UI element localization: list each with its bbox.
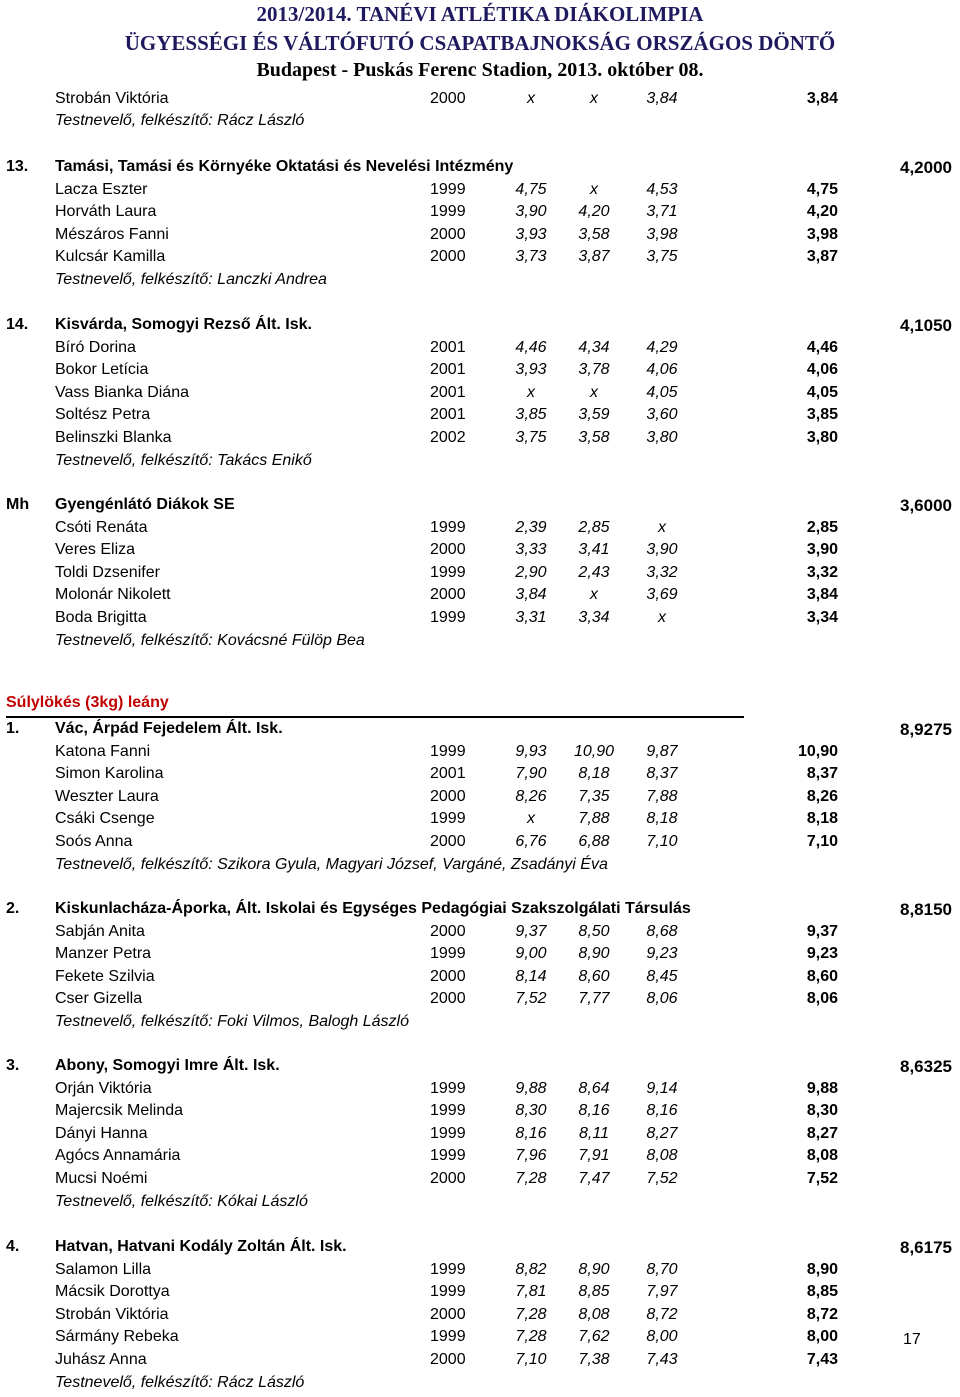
- coach-line: [0, 271, 960, 293]
- athlete-row: [0, 339, 960, 361]
- athlete-year: 2000: [430, 1170, 466, 1187]
- attempt-3: 4,29: [646, 338, 678, 356]
- athlete-row: [0, 833, 960, 855]
- team-school: Vác, Árpád Fejedelem Ált. Isk.: [55, 720, 283, 737]
- attempt-1: 9,88: [515, 1079, 547, 1097]
- athlete-year: 2001: [430, 383, 466, 401]
- attempt-2: 6,88: [578, 833, 610, 850]
- best-result: 8,90: [806, 1260, 838, 1278]
- attempt-3: 9,87: [646, 742, 678, 760]
- coach-text: Testnevelő, felkészítő: Szikora Gyula, Magyari József, Vargáné, Zsadányi Éva: [55, 855, 608, 873]
- attempt-1: 7,52: [515, 990, 547, 1008]
- athlete-row: [0, 609, 960, 631]
- team-school: Kiskunlacháza-Áporka, Ált. Iskolai és Egységes Pedagógiai Szakszolgálati Társulás: [55, 900, 691, 917]
- best-result: 7,43: [806, 1351, 838, 1368]
- athlete-row: [0, 361, 960, 383]
- athlete-year: 2002: [430, 429, 466, 446]
- athlete-name: Katona Fanni: [55, 742, 151, 760]
- attempt-3: 8,06: [646, 990, 678, 1008]
- athlete-row: [0, 181, 960, 203]
- attempt-3: 9,14: [646, 1079, 678, 1097]
- athlete-year: 1999: [430, 563, 466, 581]
- athlete-name: Vass Bianka Diána: [55, 383, 189, 401]
- coach-text: Testnevelő, felkészítő: Rácz László: [55, 112, 305, 129]
- athlete-year: 2000: [430, 967, 466, 985]
- athlete-name: Bokor Letícia: [55, 361, 149, 379]
- best-result: 8,30: [806, 1102, 838, 1120]
- athlete-year: 1999: [430, 1147, 466, 1165]
- athlete-row: [0, 1125, 960, 1147]
- best-result: 3,90: [806, 541, 838, 559]
- attempt-2: 7,38: [578, 1351, 610, 1368]
- attempt-3: 3,84: [646, 90, 678, 107]
- event-title-underline: [6, 716, 744, 718]
- attempt-2: 3,41: [578, 541, 610, 559]
- athlete-name: Dányi Hanna: [55, 1124, 148, 1142]
- athlete-year: 2000: [430, 1305, 466, 1323]
- best-result: 8,18: [806, 810, 838, 828]
- attempt-2: 3,87: [578, 248, 610, 266]
- athlete-row: [0, 1170, 960, 1192]
- attempt-3: 3,60: [646, 406, 678, 424]
- best-result: 8,37: [806, 765, 838, 783]
- attempt-3: 3,71: [646, 203, 678, 221]
- attempt-1: 2,90: [515, 563, 547, 581]
- coach-text: Testnevelő, felkészítő: Foki Vilmos, Balogh László: [55, 1013, 409, 1030]
- best-result: 8,06: [806, 990, 838, 1008]
- athlete-row: [0, 519, 960, 541]
- athlete-name: Boda Brigitta: [55, 609, 147, 626]
- athlete-year: 1999: [430, 810, 466, 828]
- attempt-3: 8,68: [646, 922, 678, 940]
- team-rank: 14.: [6, 316, 29, 333]
- attempt-2: 7,77: [578, 990, 610, 1008]
- attempt-1: 3,90: [515, 203, 547, 221]
- coach-text: Testnevelő, felkészítő: Lanczki Andrea: [55, 271, 327, 288]
- attempt-1: 3,73: [515, 248, 547, 266]
- attempt-3: 3,32: [646, 563, 678, 581]
- athlete-name: Soltész Petra: [55, 406, 151, 424]
- athlete-year: 1999: [430, 1102, 466, 1120]
- attempt-3: 4,53: [646, 180, 678, 198]
- attempt-1: 4,75: [515, 180, 547, 198]
- athlete-year: 1999: [430, 203, 466, 221]
- athlete-row: [0, 203, 960, 225]
- athlete-year: 2000: [430, 1351, 466, 1368]
- best-result: 3,32: [806, 563, 838, 581]
- athlete-row: [0, 1328, 960, 1350]
- best-result: 9,23: [806, 945, 838, 963]
- attempt-1: 7,28: [515, 1328, 547, 1346]
- attempt-1: 8,30: [515, 1102, 547, 1120]
- athlete-row: [0, 945, 960, 967]
- attempt-1: 7,81: [515, 1283, 547, 1301]
- best-result: 9,88: [806, 1079, 838, 1097]
- best-result: 4,75: [806, 180, 838, 198]
- athlete-year: 1999: [430, 945, 466, 963]
- coach-line: [0, 632, 960, 654]
- attempt-2: 8,90: [578, 945, 610, 963]
- team-rank: 2.: [6, 900, 20, 917]
- best-result: 2,85: [806, 518, 838, 536]
- best-result: 8,60: [806, 967, 838, 985]
- athlete-row: [0, 1306, 960, 1328]
- attempt-3: 7,97: [646, 1283, 678, 1301]
- attempt-2: 3,34: [578, 609, 610, 626]
- coach-text: Testnevelő, felkészítő: Takács Enikő: [55, 451, 312, 469]
- page-number: 17: [903, 1331, 921, 1348]
- athlete-name: Molonár Nikolett: [55, 586, 171, 604]
- attempt-2: 3,58: [578, 429, 610, 446]
- athlete-name: Salamon Lilla: [55, 1260, 152, 1278]
- team-rank: Mh: [6, 496, 30, 513]
- event-title: Súlylökés (3kg) leány: [6, 694, 169, 711]
- attempt-3: 8,08: [646, 1147, 678, 1165]
- attempt-1: 7,28: [515, 1170, 547, 1187]
- athlete-name: Bíró Dorina: [55, 338, 136, 356]
- athlete-row: [0, 743, 960, 765]
- attempt-3: 3,69: [646, 586, 678, 604]
- attempt-3: 8,45: [646, 967, 678, 985]
- header-venue: Budapest - Puskás Ferenc Stadion, 2013. október 08.: [256, 59, 704, 81]
- athlete-row: [0, 1283, 960, 1305]
- athlete-row: [0, 1351, 960, 1373]
- attempt-1: 4,46: [515, 338, 547, 356]
- best-result: 7,52: [806, 1170, 838, 1187]
- attempt-2: 8,11: [579, 1124, 609, 1142]
- athlete-row: [0, 1102, 960, 1124]
- attempt-2: 10,90: [573, 742, 615, 760]
- athlete-name: Belinszki Blanka: [55, 429, 172, 446]
- athlete-name: Juhász Anna: [55, 1351, 147, 1368]
- attempt-1: 6,76: [515, 833, 547, 850]
- team-total: 8,9275: [900, 720, 952, 739]
- athlete-year: 1999: [430, 742, 466, 760]
- athlete-year: 1999: [430, 1328, 466, 1346]
- header-title: 2013/2014. TANÉVI ATLÉTIKA DIÁKOLIMPIA: [256, 2, 704, 26]
- best-result: 8,72: [806, 1305, 838, 1323]
- coach-line: [0, 1193, 960, 1215]
- athlete-row: [0, 990, 960, 1012]
- athlete-name: Fekete Szilvia: [55, 967, 155, 985]
- attempt-1: 3,31: [515, 609, 547, 626]
- athlete-name: Orján Viktória: [55, 1079, 152, 1097]
- athlete-row: [0, 810, 960, 832]
- best-result: 4,46: [806, 338, 838, 356]
- attempt-2: 2,43: [578, 563, 610, 581]
- attempt-1: 9,37: [515, 922, 547, 940]
- attempt-2: x: [590, 586, 598, 604]
- attempt-2: 4,20: [578, 203, 610, 221]
- attempt-2: x: [590, 90, 598, 107]
- athlete-row: [0, 968, 960, 990]
- best-result: 7,10: [806, 833, 838, 850]
- athlete-row: [0, 406, 960, 428]
- attempt-1: 3,93: [515, 361, 547, 379]
- athlete-name: Lacza Eszter: [55, 180, 148, 198]
- attempt-3: x: [658, 609, 666, 626]
- athlete-row: [0, 586, 960, 608]
- team-header-row: [0, 720, 960, 742]
- attempt-2: 8,50: [578, 922, 610, 940]
- coach-text: Testnevelő, felkészítő: Kovácsné Fülöp Bea: [55, 631, 365, 649]
- athlete-name: Horváth Laura: [55, 203, 157, 221]
- athlete-name: Cser Gizella: [55, 990, 143, 1008]
- attempt-1: x: [527, 90, 535, 107]
- attempt-1: 7,28: [515, 1305, 547, 1323]
- athlete-year: 2001: [430, 338, 466, 356]
- best-result: 8,08: [806, 1147, 838, 1165]
- athlete-year: 2000: [430, 248, 466, 266]
- best-result: 10,90: [797, 742, 838, 760]
- attempt-2: 8,60: [578, 967, 610, 985]
- team-header-row: [0, 158, 960, 180]
- coach-line: [0, 452, 960, 474]
- athlete-name: Csáki Csenge: [55, 810, 155, 828]
- athlete-year: 1999: [430, 518, 466, 536]
- attempt-3: 3,98: [646, 225, 678, 243]
- best-result: 8,26: [806, 787, 838, 805]
- athlete-name: Sármány Rebeka: [55, 1328, 179, 1346]
- athlete-year: 2000: [430, 90, 466, 107]
- attempt-2: 8,08: [578, 1305, 610, 1323]
- best-result: 4,06: [806, 361, 838, 379]
- team-header-row: [0, 316, 960, 338]
- athlete-year: 1999: [430, 180, 466, 198]
- athlete-year: 2000: [430, 541, 466, 559]
- attempt-1: 8,82: [515, 1260, 547, 1278]
- team-header-row: [0, 496, 960, 518]
- attempt-1: 3,75: [515, 429, 547, 446]
- team-rank: 3.: [6, 1057, 20, 1074]
- best-result: 3,85: [806, 406, 838, 424]
- team-total: 4,1050: [900, 316, 952, 335]
- attempt-3: x: [658, 518, 666, 536]
- attempt-3: 3,90: [646, 541, 678, 559]
- best-result: 3,84: [806, 586, 838, 604]
- athlete-row: [0, 1261, 960, 1283]
- team-total: 8,8150: [900, 900, 952, 919]
- attempt-2: 3,59: [578, 406, 610, 424]
- attempt-2: 4,34: [578, 338, 610, 356]
- attempt-3: 7,88: [646, 787, 678, 805]
- attempt-1: 8,14: [515, 967, 547, 985]
- best-result: 4,20: [806, 203, 838, 221]
- coach-line: [0, 112, 960, 134]
- athlete-name: Csóti Renáta: [55, 518, 148, 536]
- athlete-row: [0, 1080, 960, 1102]
- team-school: Abony, Somogyi Imre Ált. Isk.: [55, 1057, 280, 1074]
- attempt-1: x: [527, 810, 535, 828]
- attempt-2: x: [590, 383, 598, 401]
- athlete-row: [0, 226, 960, 248]
- attempt-2: 8,16: [578, 1102, 610, 1120]
- attempt-2: 7,47: [578, 1170, 610, 1187]
- attempt-1: 3,85: [515, 406, 547, 424]
- team-header-row: [0, 900, 960, 922]
- athlete-year: 1999: [430, 1124, 466, 1142]
- best-result: 4,05: [806, 383, 838, 401]
- athlete-row: [0, 90, 960, 112]
- attempt-2: 7,88: [578, 810, 610, 828]
- athlete-year: 1999: [430, 1260, 466, 1278]
- athlete-name: Simon Karolina: [55, 765, 164, 783]
- athlete-year: 2001: [430, 361, 466, 379]
- athlete-name: Toldi Dzsenifer: [55, 563, 160, 581]
- attempt-3: 8,72: [646, 1305, 678, 1323]
- best-result: 3,34: [806, 609, 838, 626]
- athlete-year: 2000: [430, 833, 466, 850]
- attempt-1: 3,84: [515, 586, 547, 604]
- athlete-year: 2000: [430, 787, 466, 805]
- attempt-1: 7,10: [515, 1351, 547, 1368]
- best-result: 9,37: [806, 922, 838, 940]
- attempt-3: 7,52: [646, 1170, 678, 1187]
- coach-text: Testnevelő, felkészítő: Kókai László: [55, 1192, 308, 1210]
- attempt-2: 3,58: [578, 225, 610, 243]
- attempt-3: 4,05: [646, 383, 678, 401]
- team-school: Tamási, Tamási és Környéke Oktatási és Nevelési Intézmény: [55, 158, 514, 175]
- athlete-year: 2000: [430, 990, 466, 1008]
- team-total: 3,6000: [900, 496, 952, 515]
- athlete-row: [0, 923, 960, 945]
- attempt-3: 8,16: [646, 1102, 678, 1120]
- athlete-name: Weszter Laura: [55, 787, 159, 805]
- athlete-year: 1999: [430, 609, 466, 626]
- attempt-2: 3,78: [578, 361, 610, 379]
- athlete-row: [0, 541, 960, 563]
- attempt-1: 7,96: [515, 1147, 547, 1165]
- best-result: 8,27: [806, 1124, 838, 1142]
- attempt-2: x: [590, 180, 598, 198]
- attempt-2: 8,85: [578, 1283, 610, 1301]
- best-result: 3,87: [806, 248, 838, 266]
- athlete-name: Kulcsár Kamilla: [55, 248, 166, 266]
- athlete-name: Majercsik Melinda: [55, 1102, 184, 1120]
- athlete-row: [0, 788, 960, 810]
- attempt-1: 8,16: [515, 1124, 547, 1142]
- attempt-2: 8,18: [578, 765, 610, 783]
- attempt-1: 8,26: [515, 787, 547, 805]
- attempt-1: 7,90: [515, 765, 547, 783]
- coach-text: Testnevelő, felkészítő: Rácz László: [55, 1373, 305, 1391]
- team-rank: 13.: [6, 158, 29, 175]
- athlete-name: Mucsi Noémi: [55, 1170, 148, 1187]
- team-rank: 4.: [6, 1238, 20, 1255]
- attempt-1: x: [527, 383, 535, 401]
- athlete-row: [0, 429, 960, 451]
- attempt-3: 4,06: [646, 361, 678, 379]
- athlete-year: 2001: [430, 765, 466, 783]
- attempt-2: 7,62: [578, 1328, 610, 1346]
- athlete-row: [0, 765, 960, 787]
- athlete-year: 2000: [430, 586, 466, 604]
- athlete-name: Sabján Anita: [55, 922, 145, 940]
- attempt-3: 8,70: [646, 1260, 678, 1278]
- best-result: 3,98: [806, 225, 838, 243]
- athlete-name: Veres Eliza: [55, 541, 136, 559]
- attempt-3: 7,10: [646, 833, 678, 850]
- attempt-2: 7,35: [578, 787, 610, 805]
- athlete-year: 1999: [430, 1283, 466, 1301]
- attempt-1: 3,33: [515, 541, 547, 559]
- athlete-name: Mészáros Fanni: [55, 225, 169, 243]
- attempt-3: 9,23: [646, 945, 678, 963]
- attempt-3: 8,00: [646, 1328, 678, 1346]
- team-school: Kisvárda, Somogyi Rezső Ált. Isk.: [55, 316, 312, 333]
- team-total: 4,2000: [900, 158, 952, 177]
- attempt-3: 7,43: [646, 1351, 678, 1368]
- attempt-3: 3,80: [646, 429, 678, 446]
- best-result: 3,84: [806, 90, 838, 107]
- team-total: 8,6325: [900, 1057, 952, 1076]
- coach-line: [0, 1374, 960, 1396]
- attempt-2: 2,85: [578, 518, 610, 536]
- coach-line: [0, 856, 960, 878]
- athlete-name: Manzer Petra: [55, 945, 152, 963]
- coach-line: [0, 1013, 960, 1035]
- athlete-name: Strobán Viktória: [55, 1305, 169, 1323]
- athlete-name: Strobán Viktória: [55, 90, 169, 107]
- athlete-year: 1999: [430, 1079, 466, 1097]
- best-result: 8,85: [806, 1283, 838, 1301]
- athlete-year: 2000: [430, 225, 466, 243]
- attempt-3: 8,27: [646, 1124, 678, 1142]
- best-result: 8,00: [806, 1328, 838, 1346]
- athlete-year: 2001: [430, 406, 466, 424]
- athlete-row: [0, 1147, 960, 1169]
- attempt-3: 8,18: [646, 810, 678, 828]
- attempt-1: 9,93: [515, 742, 547, 760]
- athlete-name: Soós Anna: [55, 833, 133, 850]
- team-header-row: [0, 1057, 960, 1079]
- team-school: Hatvan, Hatvani Kodály Zoltán Ált. Isk.: [55, 1238, 347, 1255]
- best-result: 3,80: [806, 429, 838, 446]
- header-subtitle: ÜGYESSÉGI ÉS VÁLTÓFUTÓ CSAPATBAJNOKSÁG ORSZÁGOS DÖNTŐ: [124, 31, 836, 55]
- team-school: Gyengénlátó Diákok SE: [55, 496, 235, 513]
- team-total: 8,6175: [900, 1238, 952, 1257]
- athlete-row: [0, 384, 960, 406]
- attempt-3: 3,75: [646, 248, 678, 266]
- athlete-name: Agócs Annamária: [55, 1147, 181, 1165]
- team-header-row: [0, 1238, 960, 1260]
- team-rank: 1.: [6, 720, 20, 737]
- athlete-row: [0, 248, 960, 270]
- attempt-1: 2,39: [515, 518, 547, 536]
- attempt-1: 9,00: [515, 945, 547, 963]
- athlete-year: 2000: [430, 922, 466, 940]
- attempt-3: 8,37: [646, 765, 678, 783]
- athlete-name: Mácsik Dorottya: [55, 1283, 170, 1301]
- attempt-1: 3,93: [515, 225, 547, 243]
- athlete-row: [0, 564, 960, 586]
- attempt-2: 8,90: [578, 1260, 610, 1278]
- attempt-2: 8,64: [578, 1079, 610, 1097]
- attempt-2: 7,91: [578, 1147, 610, 1165]
